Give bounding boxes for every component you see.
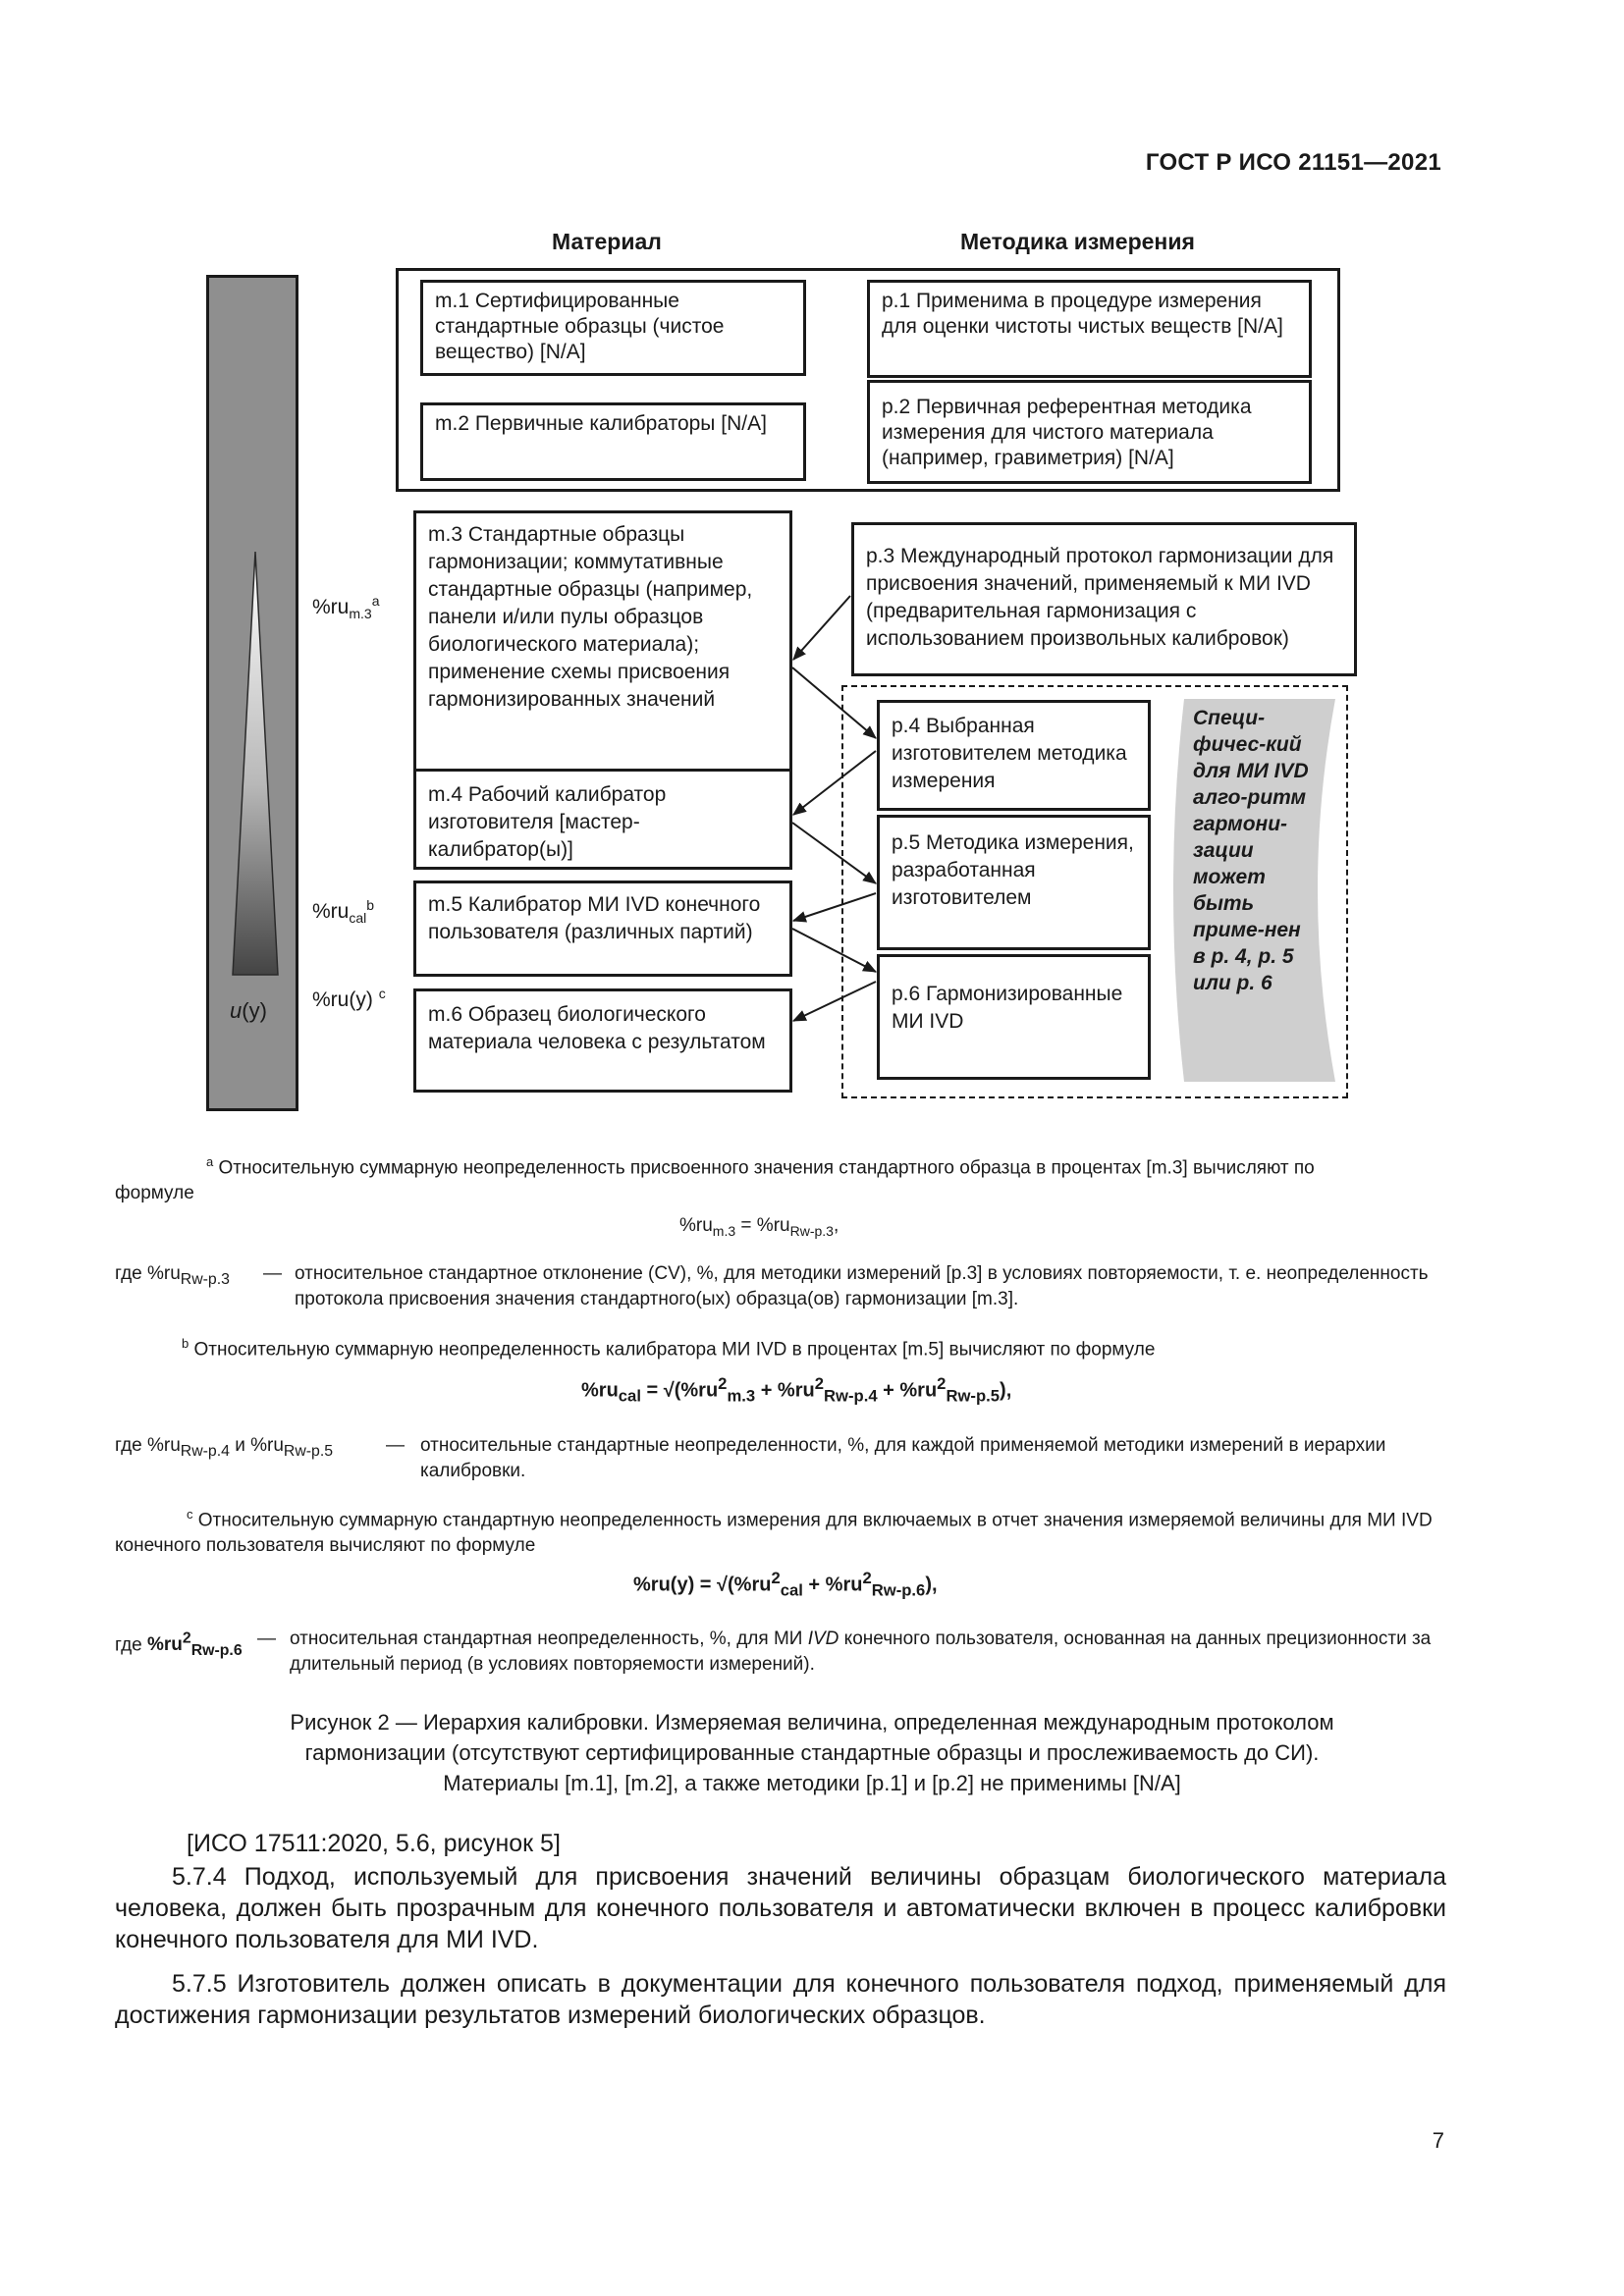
- box-p6: p.6 Гармонизированные МИ IVD: [877, 954, 1151, 1080]
- box-p3: p.3 Международный протокол гармонизации для присвоения значений, применяемый к МИ IVD (предварительная гармонизация с использованием произвольных калибровок): [851, 522, 1357, 676]
- box-m3: m.3 Стандартные образцы гармонизации; коммутативные стандартные образцы (например, панели и/или пулы образцов биологического материала); применение схемы присвоения гармонизированных значений: [413, 510, 792, 796]
- formula-c: $\%ru(y) = √(\%ru^2_{cal} + \%ru^2_{Rw-p.6})$,: [633, 1569, 938, 1600]
- box-m2: m.2 Первичные калибраторы [N/A]: [420, 402, 806, 481]
- box-m5: m.5 Калибратор МИ IVD конечного пользователя (различных партий): [413, 881, 792, 977]
- where-c-term: где $\%ru^2_{Rw-p.6}$: [115, 1630, 243, 1660]
- formula-a: $\%ru_{m.3} = \%ru_{Rw-p.3}$,: [679, 1215, 839, 1239]
- note-b: $^b$ Относительную суммарную неопределенность калибратора МИ IVD в процентах [m.5] вычисляют по формуле: [182, 1336, 1156, 1361]
- figure-caption-line3: Материалы [m.1], [m.2], а также методики [p.1] и [p.2] не применимы [N/A]: [443, 1771, 1181, 1795]
- source-reference: [ИСО 17511:2020, 5.6, рисунок 5]: [187, 1830, 561, 1857]
- where-b-text: относительные стандартные неопределенности, %, для каждой применяемой методики измерений в иерархии калибровки.: [420, 1435, 1386, 1481]
- label-ru-m3: $\%ru_{m.3}^a$: [312, 593, 380, 622]
- label-ru-cal: $\%ru_{cal}^b$: [312, 897, 375, 927]
- label-ru-y: %ru(y) $^c$: [312, 986, 386, 1011]
- where-a-dash: —: [263, 1263, 282, 1284]
- box-m6: m.6 Образец биологического материала человека с результатом: [413, 988, 792, 1093]
- paragraph-5-7-5: 5.7.5 Изготовитель должен описать в документации для конечного пользователя подход, применяемый для достижения гармонизации результатов измерений биологических образцов.: [115, 1970, 1446, 2029]
- where-c-dash: —: [257, 1629, 276, 1649]
- box-p5: p.5 Методика измерения, разработанная изготовителем: [877, 815, 1151, 950]
- box-p2: p.2 Первичная референтная методика измерения для чистого материала (например, гравиметрия) [N/A]: [867, 380, 1312, 484]
- column-header-material: Материал: [552, 229, 662, 254]
- paragraph-5-7-4: 5.7.4 Подход, используемый для присвоения значений величины образцам биологического материала человека, должен быть прозрачным для конечного пользователя и автоматически включен в процесс калибровки конечного пользователя для МИ IVD.: [115, 1863, 1446, 1953]
- note-a: $^a$ Относительную суммарную неопределенность присвоенного значения стандартного образца в процентах [m.3] вычисляют по формуле: [115, 1154, 1315, 1204]
- arrow-m3-to-p4: [792, 667, 876, 738]
- box-m1: m.1 Сертифицированные стандартные образцы (чистое вещество) [N/A]: [420, 280, 806, 376]
- where-b-dash: —: [386, 1435, 405, 1456]
- figure-caption-line1: Рисунок 2 — Иерархия калибровки. Измеряемая величина, определенная международным протоколом: [290, 1710, 1334, 1735]
- arrow-p5-to-m5: [793, 893, 876, 921]
- arrow-m5-to-p6: [792, 929, 876, 972]
- box-m4: m.4 Рабочий калибратор изготовителя [мастер-калибратор(ы)]: [413, 769, 792, 870]
- column-header-method: Методика измерения: [960, 229, 1195, 254]
- box-p4: p.4 Выбранная изготовителем методика измерения: [877, 700, 1151, 811]
- where-c-text: относительная стандартная неопределенность, %, для МИ IVD конечного пользователя, основанная на данных прецизионности за длительный период (в условиях повторяемости измерений).: [290, 1629, 1432, 1675]
- arrow-p6-to-m6: [793, 982, 876, 1021]
- formula-b: $\%ru_{cal} = √(\%ru^2_{m.3} + \%ru^2_{Rw-p.4} + \%ru^2_{Rw-p.5})$,: [581, 1374, 1012, 1406]
- figure-caption-line2: гармонизации (отсутствуют сертифицированные стандартные образцы и прослеживаемость до СИ).: [304, 1740, 1320, 1765]
- box-p1: p.1 Применима в процедуре измерения для оценки чистоты чистых веществ [N/A]: [867, 280, 1312, 378]
- uncertainty-label: u(y): [230, 998, 267, 1023]
- where-b-terms: где $\%ru_{Rw-p.4}$ и $\%ru_{Rw-p.5}$: [115, 1435, 334, 1460]
- where-a-term: где $\%ru_{Rw-p.3}$: [115, 1263, 230, 1288]
- arrow-p4-to-m4: [793, 751, 876, 815]
- where-a-text: относительное стандартное отклонение (CV), %, для методики измерений [p.3] в условиях повторяемости, т. е. неопределенность протокола присвоения значения стандартного(ых) образца(ов) гармонизации [m.3].: [295, 1263, 1429, 1309]
- document-standard-header: ГОСТ Р ИСО 21151—2021: [1145, 149, 1441, 176]
- arrow-p3-to-m3: [793, 596, 850, 660]
- page-number: 7: [1432, 2128, 1444, 2153]
- note-c: $^c$ Относительную суммарную стандартную неопределенность измерения для включаемых в отчет значения измеряемой величины для МИ IVD конечного пользователя вычисляют по формуле: [115, 1507, 1433, 1557]
- specific-algorithm-note: Специ-фичес-кий для МИ IVD алго-ритм гармони-зации может быть приме-нен в р. 4, р. 5 или р. 6: [1193, 707, 1309, 994]
- arrow-m4-to-p5: [792, 823, 876, 883]
